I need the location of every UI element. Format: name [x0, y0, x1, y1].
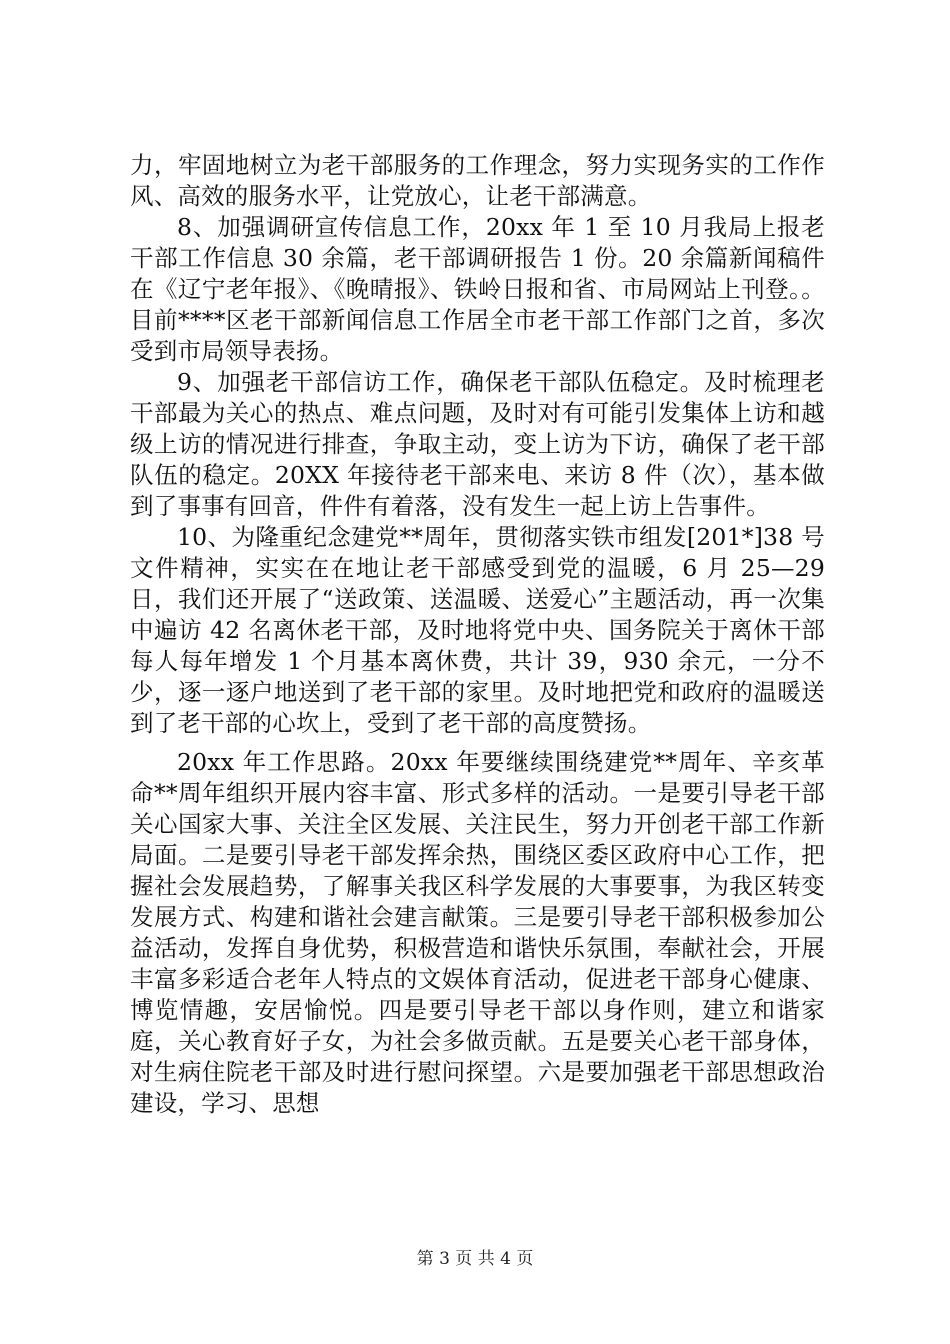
paragraph-item-8: 8、加强调研宣传信息工作，20xx 年 1 至 10 月我局上报老干部工作信息 30 余篇，老干部调研报告 1 份。20 余篇新闻稿件在《辽宁老年报》、《晚晴报》、铁岭日报和省、市局网站上刊登。。目前****区老干部新闻信息工作居全市老干部工作部门之首，多次受到市局领导表扬。 — [130, 213, 825, 365]
page-footer: 第 3 页 共 4 页 — [416, 1249, 534, 1269]
paragraph-continuation: 力，牢固地树立为老干部服务的工作理念，努力实现务实的工作作风、高效的服务水平，让党放心，让老干部满意。 — [130, 151, 825, 210]
paragraph-item-9: 9、加强老干部信访工作，确保老干部队伍稳定。及时梳理老干部最为关心的热点、难点问题，及时对有可能引发集体上访和越级上访的情况进行排查，争取主动，变上访为下访，确保了老干部队伍的稳定。20XX 年接待老干部来电、来访 8 件（次），基本做到了事事有回音，件件有着落，没有发生一起上访上告事件。 — [130, 368, 825, 520]
paragraph-item-10: 10、为隆重纪念建党**周年，贯彻落实铁市组发[201*]38 号文件精神，实实在在地让老干部感受到党的温暖，6 月 25—29 日，我们还开展了“送政策、送温暖、送爱心”主题活动，再一次集中遍访 42 名离休老干部，及时地将党中央、国务院关于离休干部每人每年增发 1 个月基本离休费，共计 39，930 余元，一分不少，逐一逐户地送到了老干部的家里。及时地把党和政府的温暖送到了老干部的心坎上，受到了老干部的高度赞扬。 — [130, 523, 826, 737]
document-body — [130, 150, 825, 1119]
paragraph-work-plan: 20xx 年工作思路。20xx 年要继续围绕建党**周年、辛亥革命**周年组织开展内容丰富、形式多样的活动。一是要引导老干部关心国家大事、关注全区发展、关注民生，努力开创老干部工作新局面。二是要引导老干部发挥余热，围绕区委区政府中心工作，把握社会发展趋势，了解事关我区科学发展的大事要事，为我区转变发展方式、构建和谐社会建言献策。三是要引导老干部积极参加公益活动，发挥自身优势，积极营造和谐快乐氛围，奉献社会，开展丰富多彩适合老年人特点的文娱体育活动，促进老干部身心健康、博览情趣，安居愉悦。四是要引导老干部以身作则，建立和谐家庭，关心教育好子女，为社会多做贡献。五是要关心老干部身体，对生病住院老干部及时进行慰问探望。六是要加强老干部思想政治建设，学习、思想 — [130, 748, 825, 1117]
